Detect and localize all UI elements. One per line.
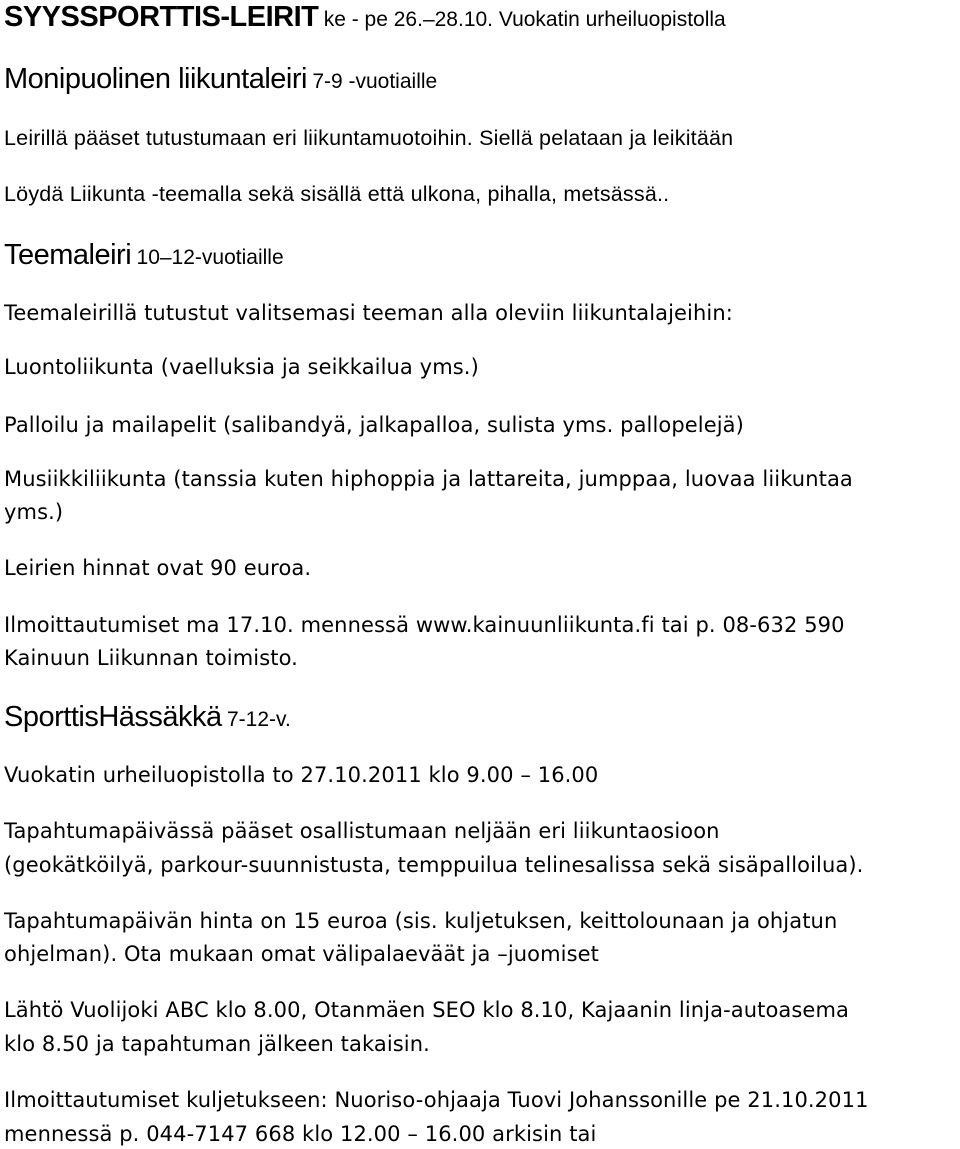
camp2-age: 10–12-vuotiaille — [136, 246, 284, 269]
event-place-time: Vuokatin urheiluopistolla to 27.10.2011 klo 9.00 – 16.00 — [4, 763, 599, 787]
camp2-option-2: Palloilu ja mailapelit (salibandyä, jalkapalloa, sulista yms. pallopelejä) — [4, 413, 744, 437]
camp1-text-line-1: Leirillä pääset tutustumaan eri liikuntamuotoihin. Siellä pelataan ja leikitään — [4, 126, 734, 150]
camp1-title: Monipuolinen liikuntaleiri — [4, 63, 307, 95]
camp2-heading — [4, 240, 284, 273]
camp2-option-3-cont: yms.) — [4, 500, 64, 524]
camp2-option-3: Musiikkiliikunta (tanssia kuten hiphoppia ja lattareita, jumppaa, luovaa liikuntaa — [4, 467, 853, 491]
event-desc-line-1: Tapahtumapäivässä pääset osallistumaan neljään eri liikuntaosioon — [4, 819, 720, 843]
camp2-intro: Teemaleirillä tutustut valitsemasi teeman alla oleviin liikuntalajeihin: — [4, 301, 733, 325]
camp1-text-line-2: Löydä Liikunta -teemalla sekä sisällä että ulkona, pihalla, metsässä.. — [4, 182, 670, 206]
main-heading — [4, 2, 726, 35]
event-desc-line-2: (geokätköilyä, parkour-suunnistusta, temppuilua telinesalissa sekä sisäpalloilua). — [4, 853, 864, 877]
main-heading-subtitle: ke - pe 26.–28.10. Vuokatin urheiluopistolla — [323, 8, 726, 31]
camp2-title: Teemaleiri — [4, 239, 132, 271]
camp-registration-line-1: Ilmoittautumiset ma 17.10. mennessä www.kainuunliikunta.fi tai p. 08-632 590 — [4, 613, 845, 637]
event-transport-line-2: mennessä p. 044-7147 668 klo 12.00 – 16.00 arkisin tai — [4, 1122, 597, 1146]
event-transport-line-1: Ilmoittautumiset kuljetukseen: Nuoriso-ohjaaja Tuovi Johanssonille pe 21.10.2011 — [4, 1088, 869, 1112]
camp-price: Leirien hinnat ovat 90 euroa. — [4, 556, 312, 580]
event-title: SporttisHässäkkä — [4, 701, 222, 733]
camp-registration-line-2: Kainuun Liikunnan toimisto. — [4, 646, 298, 670]
camp1-heading — [4, 64, 437, 97]
event-departure-line-2: klo 8.50 ja tapahtuman jälkeen takaisin. — [4, 1032, 430, 1056]
camp2-option-1: Luontoliikunta (vaelluksia ja seikkailua yms.) — [4, 355, 479, 379]
event-price-line-2: ohjelman). Ota mukaan omat välipalaeväät ja –juomiset — [4, 942, 600, 966]
event-age: 7-12-v. — [227, 708, 291, 731]
event-heading — [4, 702, 291, 735]
main-heading-title: SYYSSPORTTIS-LEIRIT — [4, 1, 319, 33]
camp1-age: 7-9 -vuotiaille — [312, 70, 438, 93]
event-price-line-1: Tapahtumapäivän hinta on 15 euroa (sis. kuljetuksen, keittolounaan ja ohjatun — [4, 909, 838, 933]
event-departure-line-1: Lähtö Vuolijoki ABC klo 8.00, Otanmäen SEO klo 8.10, Kajaanin linja-autoasema — [4, 998, 849, 1022]
